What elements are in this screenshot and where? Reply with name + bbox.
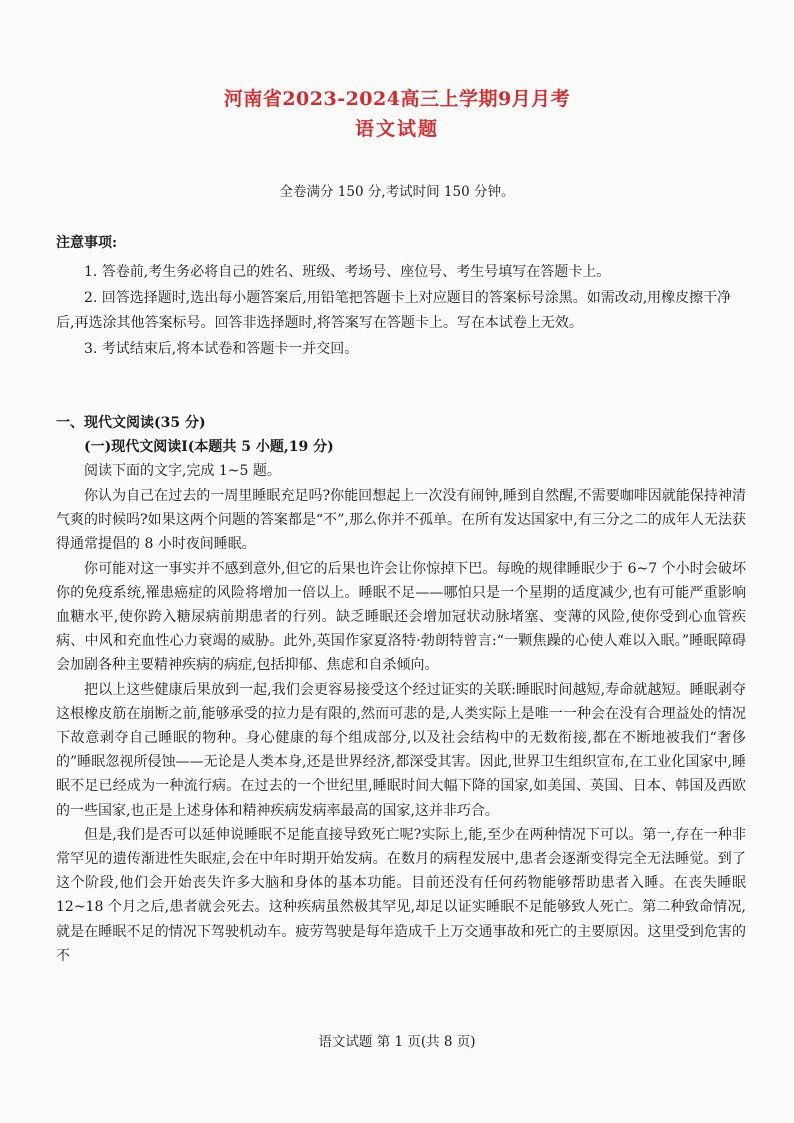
passage-paragraph: 你认为自己在过去的一周里睡眠充足吗?你能回想起上一次没有闹钟,睡到自然醒,不需要咖啡因就能保持神清气爽的时候吗?如果这两个问题的答案都是“不”,那么你并不孤单。在所有发达国家中,有三分之二的成年人无法获得通常提倡的 8 小时夜间睡眠。: [56, 488, 746, 553]
subsection-heading: (一)现代文阅读Ⅰ(本题共 5 小题,19 分): [84, 439, 334, 455]
notice-item: 1. 答卷前,考生务必将自己的姓名、班级、考场号、座位号、考生号填写在答题卡上。: [84, 264, 611, 280]
exam-subject: 语文试题: [354, 118, 439, 140]
notice-list: [56, 260, 742, 363]
notice-heading: 注意事项:: [56, 235, 118, 251]
exam-title: 河南省2023-2024高三上学期9月月考: [223, 88, 571, 110]
reading-instruction: 阅读下面的文字,完成 1~5 题。: [84, 463, 281, 479]
reading-passage: [56, 484, 746, 968]
exam-info: 全卷满分 150 分,考试时间 150 分钟。: [279, 184, 515, 200]
page-footer: 语文试题 第 1 页(共 8 页): [318, 1034, 476, 1050]
notice-item: 2. 回答选择题时,选出每小题答案后,用铅笔把答题卡上对应题目的答案标号涂黑。如需改动,用橡皮擦干净后,再选涂其他答案标号。回答非选择题时,将答案写在答题卡上。写在本试卷上无效。: [56, 290, 732, 331]
passage-paragraph: 你可能对这一事实并不感到意外,但它的后果也许会让你惊掉下巴。每晚的规律睡眠少于 6~7 个小时会破坏你的免疫系统,罹患癌症的风险将增加一倍以上。睡眠不足——哪怕只是一个星期的适度减少,也有可能严重影响血糖水平,使你跨入糖尿病前期患者的行列。缺乏睡眠还会增加冠状动脉堵塞、变薄的风险,使你受到心血管疾病、中风和充血性心力衰竭的威胁。此外,英国作家夏洛特·勃朗特曾言:“一颗焦躁的心使人难以入眠。”睡眠障碍会加剧各种主要精神疾病的病症,包括抑郁、焦虑和自杀倾向。: [56, 560, 746, 674]
passage-paragraph: 把以上这些健康后果放到一起,我们会更容易接受这个经过证实的关联:睡眠时间越短,寿命就越短。睡眠剥夺这根橡皮筋在崩断之前,能够承受的拉力是有限的,然而可悲的是,人类实际上是唯一一种会在没有合理益处的情况下故意剥夺自己睡眠的物种。身心健康的每个组成部分,以及社会结构中的无数衔接,都在不断地被我们“奢侈的”睡眠忽视所侵蚀——无论是人类本身,还是世界经济,都深受其害。因此,世界卫生组织宣布,在工业化国家中,睡眠不足已经成为一种流行病。在过去的一个世纪里,睡眠时间大幅下降的国家,如美国、英国、日本、韩国及西欧的一些国家,也正是上述身体和精神疾病发病率最高的国家,这并非巧合。: [56, 681, 746, 819]
notice-item: 3. 考试结束后,将本试卷和答题卡一并交回。: [84, 341, 359, 357]
passage-paragraph: 但是,我们是否可以延伸说睡眠不足能直接导致死亡呢?实际上,能,至少在两种情况下可以。第一,存在一种非常罕见的遗传渐进性失眠症,会在中年时期开始发病。在数月的病程发展中,患者会逐渐变得完全无法睡觉。到了这个阶段,他们会开始丧失许多大脑和身体的基本功能。目前还没有任何药物能够帮助患者入睡。在丧失睡眠 12~18 个月之后,患者就会死去。这种疾病虽然极其罕见,却足以证实睡眠不足能够致人死亡。第二种致命情况,就是在睡眠不足的情况下驾驶机动车。疲劳驾驶是每年造成千上万交通事故和死亡的主要原因。这里受到危害的不: [56, 826, 746, 964]
section-heading: 一、现代文阅读(35 分): [56, 415, 206, 431]
